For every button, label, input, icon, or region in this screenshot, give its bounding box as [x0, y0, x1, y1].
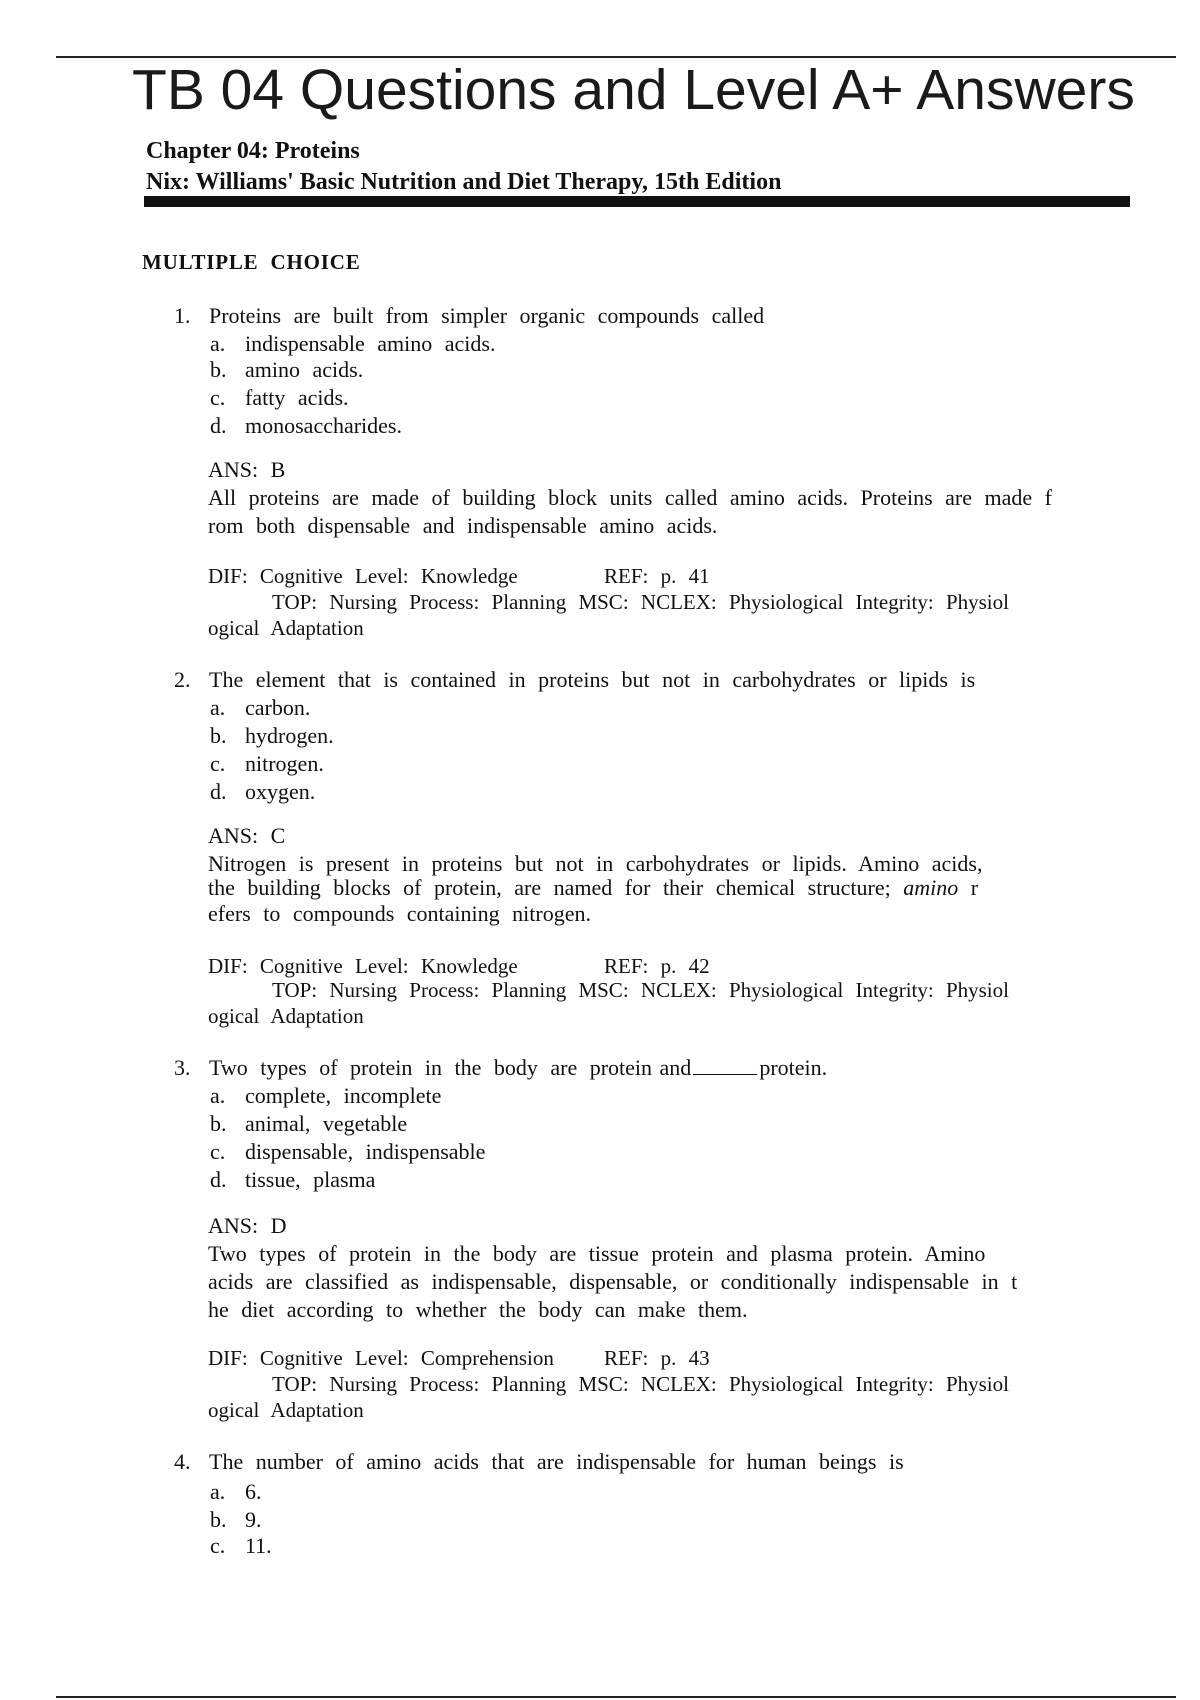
page-reference: REF: p. 41 — [604, 564, 710, 588]
explanation-line: he diet according to whether the body can make them. — [208, 1297, 748, 1322]
option-letter: a. — [210, 331, 226, 356]
difficulty: DIF: Cognitive Level: Comprehension — [208, 1346, 554, 1370]
option-d — [210, 1166, 375, 1194]
option-letter: d. — [210, 1167, 227, 1192]
question-text: The element that is contained in proteins but not in carbohydrates or lipids is — [209, 667, 976, 692]
option-b — [210, 1506, 262, 1534]
option-letter: a. — [210, 695, 226, 720]
topic-line-continued: ogical Adaptation — [208, 1004, 364, 1028]
option-letter: c. — [210, 1139, 226, 1164]
option-c — [210, 1138, 485, 1166]
answer-line: ANS: C — [208, 823, 286, 848]
question-stem — [174, 666, 975, 694]
option-a — [210, 1478, 262, 1506]
fill-in-blank — [693, 1054, 757, 1075]
header-thick-rule — [144, 196, 1130, 207]
option-letter: c. — [210, 751, 226, 776]
option-letter: b. — [210, 1111, 227, 1136]
explanation-line: Two types of protein in the body are tissue protein and plasma protein. Amino — [208, 1241, 986, 1266]
explanation-line: All proteins are made of building block units called amino acids. Proteins are made f — [208, 485, 1052, 510]
explanation-line — [208, 874, 978, 902]
book-heading: Nix: Williams' Basic Nutrition and Diet Therapy, 15th Edition — [146, 168, 842, 198]
option-c — [210, 384, 349, 412]
question-text: protein. — [759, 1055, 828, 1080]
option-text: 9. — [245, 1507, 262, 1532]
topic-line: TOP: Nursing Process: Planning MSC: NCLEX: Physiological Integrity: Physiol — [272, 1372, 1009, 1396]
option-text: tissue, plasma — [245, 1167, 376, 1192]
option-text: fatty acids. — [245, 385, 349, 410]
difficulty-line — [208, 1344, 710, 1372]
option-c — [210, 750, 324, 778]
option-a — [210, 1082, 441, 1110]
option-letter: c. — [210, 1533, 226, 1558]
option-text: 11. — [245, 1533, 272, 1558]
answer-line: ANS: B — [208, 457, 286, 482]
option-letter: b. — [210, 1507, 227, 1532]
question-text: The number of amino acids that are indispensable for human beings is — [209, 1449, 904, 1474]
option-text: dispensable, indispensable — [245, 1139, 486, 1164]
explanation-text: the building blocks of protein, are named for their chemical structure; — [208, 875, 891, 900]
option-letter: a. — [210, 1083, 226, 1108]
option-text: indispensable amino acids. — [245, 331, 496, 356]
option-letter: b. — [210, 723, 227, 748]
bottom-rule — [56, 1696, 1176, 1698]
option-text: complete, incomplete — [245, 1083, 442, 1108]
option-text: amino acids. — [245, 357, 364, 382]
difficulty: DIF: Cognitive Level: Knowledge — [208, 954, 518, 978]
option-a — [210, 694, 310, 722]
difficulty: DIF: Cognitive Level: Knowledge — [208, 564, 518, 588]
chapter-heading: Chapter 04: Proteins — [146, 138, 360, 164]
document-title: TB 04 Questions and Level A+ Answers — [132, 58, 1135, 122]
question-number: 3. — [174, 1055, 191, 1080]
explanation-line: rom both dispensable and indispensable amino acids. — [208, 513, 718, 538]
explanation-line: acids are classified as indispensable, dispensable, or conditionally indispensable in t — [208, 1269, 1018, 1294]
difficulty-line — [208, 562, 710, 590]
option-b — [210, 722, 334, 750]
explanation-line: efers to compounds containing nitrogen. — [208, 901, 591, 926]
topic-line-continued: ogical Adaptation — [208, 1398, 364, 1422]
option-text: monosaccharides. — [245, 413, 402, 438]
option-d — [210, 412, 402, 440]
explanation-line: Nitrogen is present in proteins but not in carbohydrates or lipids. Amino acids, — [208, 851, 983, 876]
option-text: animal, vegetable — [245, 1111, 408, 1136]
option-letter: c. — [210, 385, 226, 410]
topic-line: TOP: Nursing Process: Planning MSC: NCLEX: Physiological Integrity: Physiol — [272, 590, 1009, 614]
option-b — [210, 1110, 407, 1138]
option-text: hydrogen. — [245, 723, 334, 748]
option-d — [210, 778, 315, 806]
question-text: protein and — [589, 1055, 692, 1080]
question-text: Two types of protein in the body are — [209, 1055, 578, 1080]
question-number: 4. — [174, 1449, 191, 1474]
option-letter: d. — [210, 413, 227, 438]
question-stem — [174, 1448, 904, 1476]
question-stem — [174, 1054, 827, 1082]
page-reference: REF: p. 43 — [604, 1346, 710, 1370]
page-reference: REF: p. 42 — [604, 954, 710, 978]
option-a — [210, 330, 495, 358]
question-stem — [174, 302, 764, 330]
option-letter: a. — [210, 1479, 226, 1504]
emphasized-term: amino — [903, 875, 959, 900]
option-c — [210, 1532, 272, 1560]
option-text: carbon. — [245, 695, 311, 720]
question-number: 2. — [174, 667, 191, 692]
option-text: 6. — [245, 1479, 262, 1504]
option-letter: b. — [210, 357, 227, 382]
option-letter: d. — [210, 779, 227, 804]
topic-line: TOP: Nursing Process: Planning MSC: NCLEX: Physiological Integrity: Physiol — [272, 978, 1009, 1002]
question-text: Proteins are built from simpler organic compounds called — [209, 303, 765, 328]
question-number: 1. — [174, 303, 191, 328]
option-b — [210, 356, 363, 384]
section-heading: MULTIPLE CHOICE — [142, 250, 361, 274]
explanation-text: r — [970, 875, 979, 900]
topic-line-continued: ogical Adaptation — [208, 616, 364, 640]
answer-line: ANS: D — [208, 1213, 287, 1238]
option-text: nitrogen. — [245, 751, 324, 776]
option-text: oxygen. — [245, 779, 316, 804]
